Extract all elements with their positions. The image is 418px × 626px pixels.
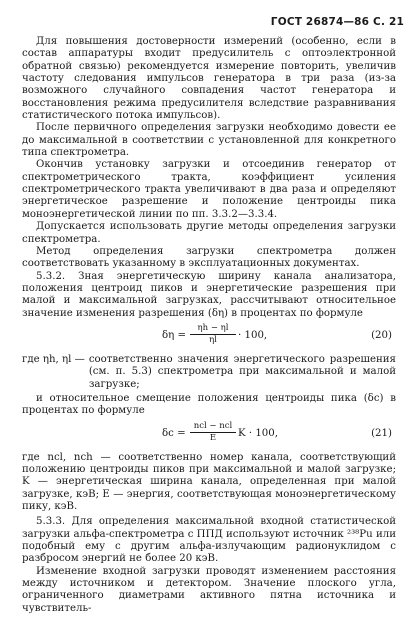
paragraph-load-max: После первичного определения загрузки необходимо довести ее до максимальной в соответствии с установленной для конкретного типа спектрометра.	[22, 122, 396, 159]
paragraph-other-methods: Допускается использовать другие методы определения загрузки спектрометра.	[22, 221, 396, 245]
formula-20-denominator: ηl	[209, 334, 217, 345]
formula-20-numerator: ηh − ηl	[190, 323, 236, 335]
body-text	[22, 36, 396, 615]
formula-21-denominator: E	[209, 432, 217, 443]
paragraph-method-docs: Метод определения загрузки спектрометра должен соответствовать указанному в эксплуатационных документах.	[22, 245, 396, 270]
formula-20-number: (20)	[371, 329, 392, 341]
where-21: где ncl, nch — соответственно номер канала, соответствующий положению центроиды пиков при максимальной и малой загрузке; K — энергетическая ширина канала, определенная при малой загрузке, кэВ; E — энергия, соответствующая моноэнергетическому пику, кэВ.	[22, 451, 396, 512]
paragraph-distance: Изменение входной загрузки проводят изменением расстояния между источником и детектором. Значение плоского угла, ограниченного диаметрами активного пятна источника и чувствитель-	[22, 565, 396, 614]
formula-20-rhs: · 100,	[238, 329, 268, 341]
formula-21	[22, 420, 396, 450]
where-20	[22, 354, 396, 391]
formula-21-numerator: ncl − ncl	[190, 421, 236, 433]
where-20-desc: соответственно значения энергетического разрешения (см. п. 5.3) спектрометра при максимальной и малой загрузке;	[88, 353, 396, 390]
paragraph-5-3-3: 5.3.3. Для определения максимальной входной статистической загрузки альфа-спектрометра с ППД используют источник ²³⁸Pu или подобный ему с другим альфа-излучающим радионуклидом с разбросом энергий не более 20 кэВ.	[22, 516, 396, 565]
paragraph-generator-off: Окончив установку загрузки и отсоединив генератор от спектрометрического тракта, коэффициент усиления спектрометрического тракта увеличивают в два раза и определяют энергетическое разрешение и положение центроиды пика моноэнергетической линии по пп. 3.3.2—3.3.4.	[22, 159, 396, 220]
paragraph-reliability: Для повышения достоверности измерений (особенно, если в состав аппаратуры входит предусилитель с оптоэлектронной обратной связью) рекомендуется измерение повторить, увеличив частоту следования импульсов генератора в три раза (из-за возможного случайного совпадения частот генератора и восстановления режима предусилителя вследствие разравнивания статистического потока импульсов).	[22, 36, 396, 122]
formula-21-rhs: K · 100,	[238, 427, 279, 439]
formula-20	[22, 322, 396, 352]
formula-21-lhs: δc =	[162, 427, 186, 439]
paragraph-centroid-shift: и относительное смещение положения центроиды пика (δc) в процентах по формуле	[22, 392, 396, 417]
formula-20-fraction	[190, 323, 236, 346]
formula-21-number: (21)	[371, 427, 392, 439]
formula-21-fraction	[190, 421, 236, 444]
page-header: ГОСТ 26874—86 С. 21	[270, 16, 404, 28]
paragraph-5-3-2: 5.3.2. Зная энергетическую ширину канала анализатора, положения центроид пиков и энергетические разрешения при малой и максимальной загрузках, рассчитывают относительное значение изменения разрешения (δη) в процентах по формуле	[22, 270, 396, 319]
formula-20-lhs: δη =	[162, 329, 187, 341]
where-20-label: где ηh, ηl —	[22, 353, 85, 365]
